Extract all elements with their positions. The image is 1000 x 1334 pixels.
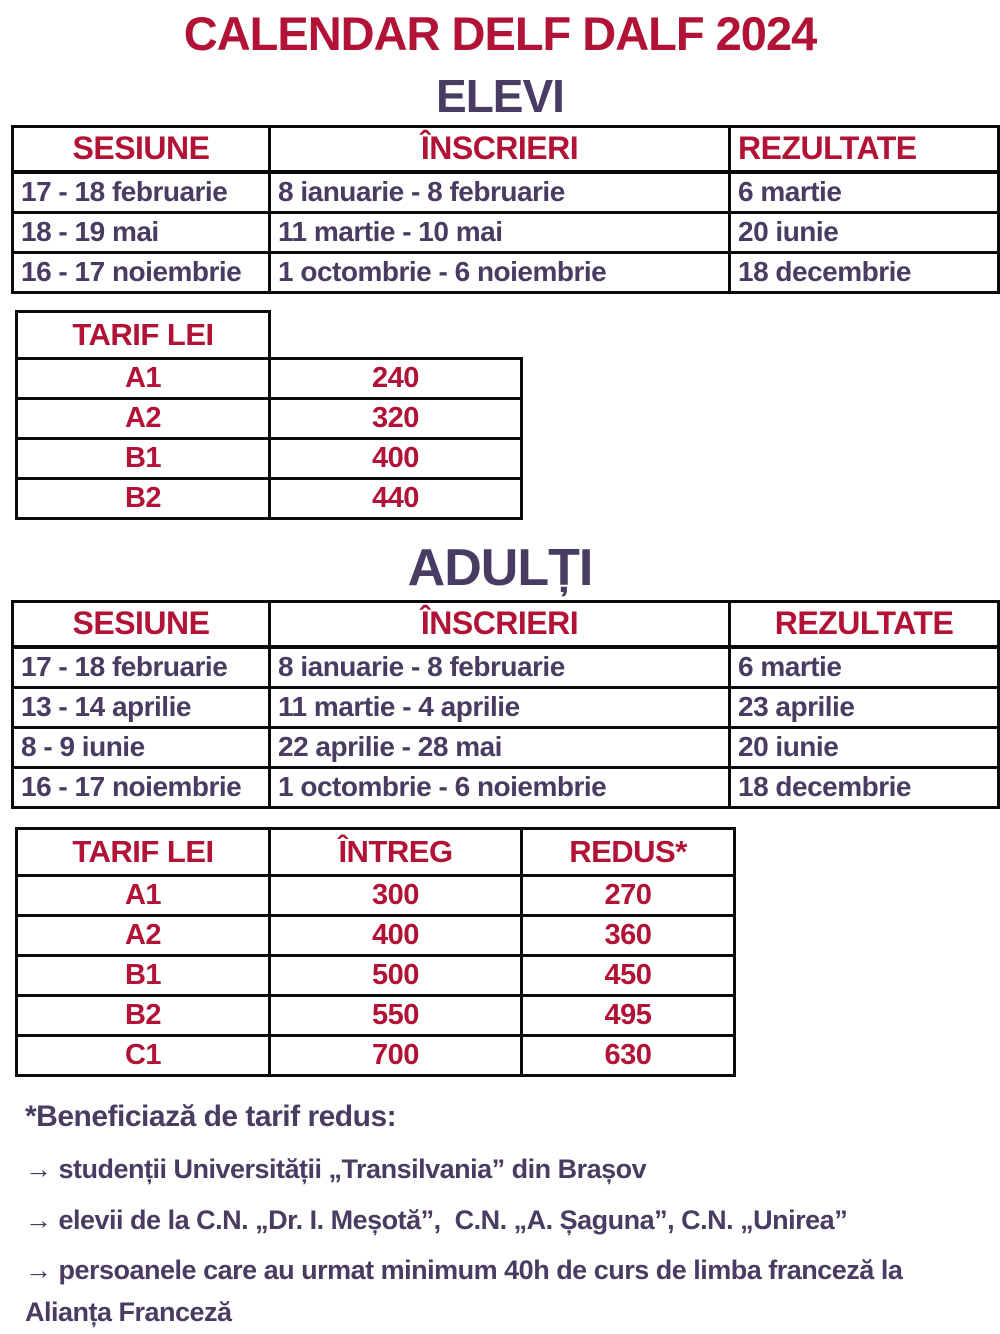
full-price-cell: 300 [270, 875, 522, 915]
elevi-tariff-table [15, 310, 523, 520]
full-price-cell: 550 [270, 995, 522, 1035]
session-cell: 16 - 17 noiembrie [13, 767, 270, 807]
full-price-cell: 400 [270, 915, 522, 955]
column-header-rezultate: REZULTATE [730, 601, 999, 647]
rezultate-cell: 6 martie [730, 172, 999, 213]
rezultate-cell: 6 martie [730, 647, 999, 688]
column-header-intreg: ÎNTREG [270, 828, 522, 875]
table-header-row [13, 601, 999, 647]
level-cell: B1 [17, 438, 270, 478]
adulti-tariff-table [15, 827, 736, 1077]
level-cell: B1 [17, 955, 270, 995]
price-cell: 320 [270, 398, 522, 438]
price-cell: 440 [270, 478, 522, 518]
table-header-row [17, 828, 735, 875]
level-cell: A2 [17, 915, 270, 955]
page-title: CALENDAR DELF DALF 2024 [183, 7, 817, 60]
level-cell: A2 [17, 398, 270, 438]
session-cell: 18 - 19 mai [13, 212, 270, 252]
table-row [13, 727, 999, 767]
calendar-page [0, 7, 1000, 1328]
table-row [13, 252, 999, 292]
note-item-students: → studenții Universității „Transilvania” din Brașov [25, 1153, 647, 1184]
level-cell: A1 [17, 358, 270, 398]
note-item-pupils: → elevii de la C.N. „Dr. I. Meșotă”, C.N. „A. Șaguna”, C.N. „Unirea” [25, 1204, 848, 1235]
rezultate-cell: 18 decembrie [730, 252, 999, 292]
table-row [17, 478, 522, 518]
session-cell: 17 - 18 februarie [13, 647, 270, 688]
level-cell: A1 [17, 875, 270, 915]
table-row [17, 995, 735, 1035]
reduced-price-cell: 270 [522, 875, 735, 915]
reduced-tariff-notes [25, 1099, 970, 1334]
full-price-cell: 700 [270, 1035, 522, 1075]
full-price-cell: 500 [270, 955, 522, 995]
level-cell: B2 [17, 478, 270, 518]
table-row [13, 172, 999, 213]
table-header-row [13, 126, 999, 172]
column-header-inscrieri: ÎNSCRIERI [270, 126, 730, 172]
price-cell: 240 [270, 358, 522, 398]
inscrieri-cell: 1 octombrie - 6 noiembrie [270, 252, 730, 292]
reduced-price-cell: 630 [522, 1035, 735, 1075]
column-header-redus: REDUS* [522, 828, 735, 875]
session-cell: 16 - 17 noiembrie [13, 252, 270, 292]
table-row [17, 955, 735, 995]
table-row [17, 438, 522, 478]
adulti-sessions-table [11, 600, 1000, 809]
table-row [17, 358, 522, 398]
rezultate-cell: 20 iunie [730, 727, 999, 767]
level-cell: C1 [17, 1035, 270, 1075]
table-row [13, 647, 999, 688]
level-cell: B2 [17, 995, 270, 1035]
inscrieri-cell: 8 ianuarie - 8 februarie [270, 172, 730, 213]
table-header-row [17, 311, 522, 358]
rezultate-cell: 20 iunie [730, 212, 999, 252]
rezultate-cell: 23 aprilie [730, 687, 999, 727]
inscrieri-cell: 22 aprilie - 28 mai [270, 727, 730, 767]
reduced-price-cell: 450 [522, 955, 735, 995]
table-row [17, 1035, 735, 1075]
section-heading-elevi: ELEVI [436, 69, 564, 122]
table-row [17, 875, 735, 915]
section-heading-adulti: ADULȚI [407, 538, 593, 597]
table-row [13, 767, 999, 807]
table-row [13, 212, 999, 252]
table-row [17, 398, 522, 438]
elevi-sessions-table [11, 125, 1000, 294]
inscrieri-cell: 11 martie - 10 mai [270, 212, 730, 252]
table-row [17, 915, 735, 955]
column-header-sesiune: SESIUNE [13, 601, 270, 647]
column-header-tarif-lei: TARIF LEI [17, 828, 270, 875]
rezultate-cell: 18 decembrie [730, 767, 999, 807]
header-spacer-cell [270, 311, 522, 358]
reduced-price-cell: 360 [522, 915, 735, 955]
notes-intro: *Beneficiază de tarif redus: [25, 1099, 397, 1133]
session-cell: 13 - 14 aprilie [13, 687, 270, 727]
column-header-rezultate: REZULTATE [730, 126, 999, 172]
table-row [13, 687, 999, 727]
price-cell: 400 [270, 438, 522, 478]
session-cell: 8 - 9 iunie [13, 727, 270, 767]
reduced-price-cell: 495 [522, 995, 735, 1035]
inscrieri-cell: 11 martie - 4 aprilie [270, 687, 730, 727]
column-header-inscrieri: ÎNSCRIERI [270, 601, 730, 647]
note-item-course: → persoanele care au urmat minimum 40h de curs de limba franceză la Alianța Franceză [25, 1255, 909, 1328]
column-header-tarif-lei: TARIF LEI [17, 311, 270, 358]
inscrieri-cell: 8 ianuarie - 8 februarie [270, 647, 730, 688]
session-cell: 17 - 18 februarie [13, 172, 270, 213]
inscrieri-cell: 1 octombrie - 6 noiembrie [270, 767, 730, 807]
column-header-sesiune: SESIUNE [13, 126, 270, 172]
